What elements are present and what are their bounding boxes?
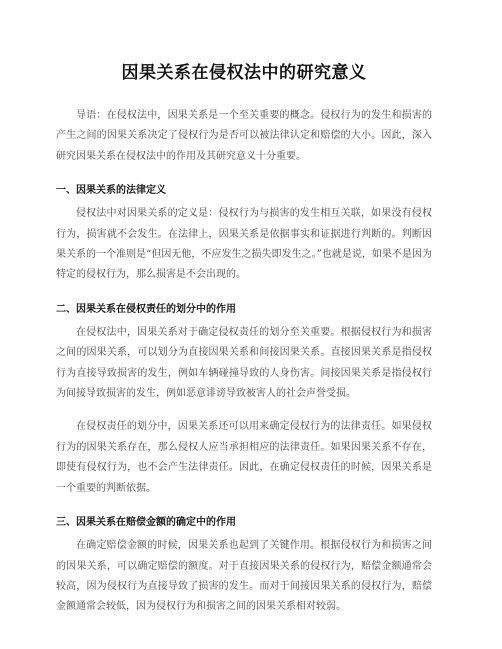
- section-2-paragraph-1: 在侵权法中，因果关系对于确定侵权责任的划分至关重要。根据侵权行为和损害之间的因果关系，可以划分为直接因果关系和间接因果关系。直接因果关系是指侵权行为直接导致损害的发生，例如车辆碰撞导致的人身伤害。间接因果关系是指侵权行为间接导致损害的发生，例如恶意诽谤导致被害人的社会声誉受损。: [56, 326, 432, 400]
- document-title: 因果关系在侵权法中的研究意义: [121, 63, 367, 83]
- intro-paragraph: 导语：在侵权法中，因果关系是一个至关重要的概念。侵权行为的发生和损害的产生之间的因果关系决定了侵权行为是否可以被法律认定和赔偿的大小。因此，深入研究因果关系在侵权法中的作用及其研究意义十分重要。: [56, 110, 432, 162]
- section-heading-2: 二、因果关系在侵权责任的划分中的作用: [56, 303, 236, 315]
- section-heading-1: 一、因果关系的法律定义: [56, 185, 166, 197]
- section-2-paragraph-2: 在侵权责任的划分中，因果关系还可以用来确定侵权行为的法律责任。如果侵权行为的因果关系存在，那么侵权人应当承担相应的法律责任。如果因果关系不存在，即使有侵权行为，也不会产生法律责任。因此，在确定侵权责任的时候，因果关系是一个重要的判断依据。: [56, 421, 432, 494]
- section-heading-3: 三、因果关系在赔偿金额的确定中的作用: [56, 517, 236, 529]
- section-1-paragraph-1: 侵权法中对因果关系的定义是：侵权行为与损害的发生相互关联，如果没有侵权行为，损害就不会发生。在法律上，因果关系是依据事实和证据进行判断的。判断因果关系的一个准则是“但因无他，不应发生之损失即发生之。”也就是说，如果不是因为特定的侵权行为，那么损害是不会出现的。: [56, 208, 432, 281]
- section-3-paragraph-1: 在确定赔偿金额的时候，因果关系也起到了关键作用。根据侵权行为和损害之间的因果关系，可以确定赔偿的额度。对于直接因果关系的侵权行为，赔偿金额通常会较高，因为侵权行为直接导致了损害的发生。而对于间接因果关系的侵权行为，赔偿金额通常会较低，因为侵权行为和损害之间的因果关系相对较弱。: [56, 540, 432, 613]
